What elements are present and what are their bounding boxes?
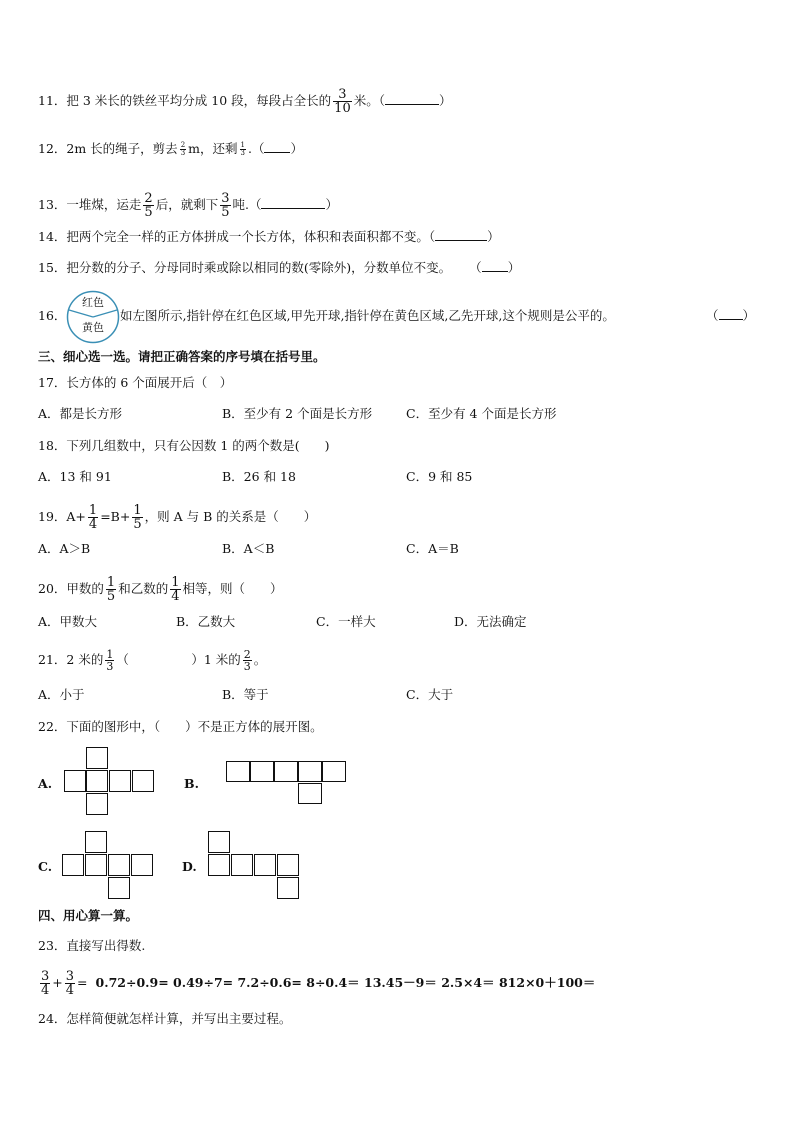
question-16-number: 16．	[38, 308, 67, 323]
net-label-c: C.	[38, 859, 53, 874]
question-21: 21．2 米的 $\frac{1}{3}$ （ ）1 米的 $\frac{2}{3}$ 。	[38, 648, 267, 673]
fraction: $\frac{3}{4}$	[41, 969, 50, 998]
question-16-answer: （ ）	[706, 308, 756, 323]
option-a[interactable]: A．13 和 91	[38, 469, 112, 484]
option-b[interactable]: B．26 和 18	[222, 469, 296, 484]
cube-net-a[interactable]	[64, 747, 156, 815]
section-heading-3: 三、细心选一选。请把正确答案的序号填在括号里。	[38, 349, 326, 364]
question-22: 22．下面的图形中，（ ）不是正方体的展开图。	[38, 719, 323, 734]
option-b[interactable]: B．乙数大	[176, 614, 236, 629]
answer-blank[interactable]	[482, 260, 508, 272]
spinner-red-label: 红色	[82, 296, 104, 309]
question-15: 15．把分数的分子、分母同时乘或除以相同的数(零除外)，分数单位不变。 （ ）	[38, 260, 521, 275]
fraction: $\frac{2}{5}$	[144, 191, 153, 220]
question-13: 13．一堆煤，运走 $\frac{2}{5}$ 后，就剩下 $\frac{3}{5}$ 吨.（ ）	[38, 191, 338, 220]
option-b[interactable]: B．至少有 2 个面是长方形	[222, 406, 373, 421]
spinner-icon	[66, 290, 120, 344]
question-number: 11．	[38, 93, 67, 108]
option-c[interactable]: C．大于	[406, 687, 454, 702]
question-12: 12．2m 长的绳子，剪去 $\frac{2}{3}$ m，还剩 $\frac{1}{3}$ .（ ）	[38, 141, 303, 157]
cube-net-d[interactable]	[208, 831, 302, 901]
cube-net-c[interactable]	[62, 831, 156, 899]
question-20: 20．甲数的 $\frac{1}{5}$ 和乙数的 $\frac{1}{4}$ 相等，则（ ）	[38, 575, 283, 604]
question-23: 23．直接写出得数.	[38, 938, 146, 953]
section-heading-4: 四、用心算一算。	[38, 908, 139, 923]
cube-net-b[interactable]	[226, 761, 346, 807]
fraction: $\frac{3}{10}$	[334, 87, 351, 116]
option-a[interactable]: A．甲数大	[38, 614, 98, 629]
question-17: 17．长方体的 6 个面展开后（ ）	[38, 375, 233, 390]
option-c[interactable]: C．至少有 4 个面是长方形	[406, 406, 557, 421]
fraction: $\frac{1}{5}$	[133, 503, 142, 532]
fraction: $\frac{2}{3}$	[243, 648, 251, 673]
calc-list: 0.72÷0.9= 0.49÷7= 7.2÷0.6= 8÷0.4＝ 13.45－9＝ 2.5×4＝ 812×0＋100＝	[95, 975, 596, 990]
answer-blank[interactable]	[385, 93, 439, 105]
spinner-yellow-label: 黄色	[82, 321, 104, 334]
option-b[interactable]: B．等于	[222, 687, 269, 702]
question-24: 24．怎样简便就怎样计算，并写出主要过程。	[38, 1011, 292, 1026]
question-number: 12．	[38, 141, 67, 156]
fraction: $\frac{1}{3}$	[240, 141, 245, 157]
question-14: 14．把两个完全一样的正方体拼成一个长方体，体积和表面积都不变。（ ）	[38, 229, 500, 244]
question-number: 14．	[38, 229, 67, 244]
question-11: 11．把 3 米长的铁丝平均分成 10 段，每段占全长的 $\frac{3}{10}$ 米。（ ）	[38, 87, 452, 116]
option-c[interactable]: C．一样大	[316, 614, 376, 629]
option-c[interactable]: C．A＝B	[406, 541, 459, 556]
answer-blank[interactable]	[435, 229, 487, 241]
option-c[interactable]: C．9 和 85	[406, 469, 473, 484]
option-a[interactable]: A．小于	[38, 687, 85, 702]
net-label-a: A.	[38, 776, 53, 791]
option-b[interactable]: B．A＜B	[222, 541, 275, 556]
question-18: 18．下列几组数中，只有公因数 1 的两个数是( )	[38, 438, 330, 453]
fraction: $\frac{1}{5}$	[106, 575, 116, 604]
question-19: 19．A+ $\frac{1}{4}$ =B+ $\frac{1}{5}$ ，则 A 与 B 的关系是（ ）	[38, 503, 317, 532]
option-d[interactable]: D．无法确定	[454, 614, 527, 629]
fraction: $\frac{1}{4}$	[171, 575, 180, 604]
question-16: 如左图所示,指针停在红色区域,甲先开球,指针停在黄色区域,乙先开球,这个规则是公平的。	[120, 308, 615, 323]
question-number: 13．	[38, 197, 67, 212]
mental-math-row: $\frac{3}{4}$ + $\frac{3}{4}$ = 0.72÷0.9= 0.49÷7= 7.2÷0.6= 8÷0.4＝ 13.45－9＝ 2.5×4＝ 812×0＋100＝	[41, 969, 596, 998]
net-label-d: D.	[182, 859, 197, 874]
fraction: $\frac{3}{5}$	[221, 191, 230, 220]
question-number: 15．	[38, 260, 67, 275]
fraction: $\frac{1}{4}$	[88, 503, 98, 532]
fraction: $\frac{1}{3}$	[106, 648, 114, 673]
answer-blank[interactable]	[264, 141, 290, 153]
answer-blank[interactable]	[261, 197, 325, 209]
option-a[interactable]: A．都是长方形	[38, 406, 123, 421]
fraction: $\frac{2}{3}$	[180, 141, 186, 157]
fraction: $\frac{3}{4}$	[65, 969, 75, 998]
option-a[interactable]: A．A＞B	[38, 541, 91, 556]
answer-blank[interactable]	[719, 308, 743, 320]
net-label-b: B.	[184, 776, 199, 791]
question-text: 把 3 米长的铁丝平均分成 10 段，每段占全长的	[66, 93, 332, 108]
